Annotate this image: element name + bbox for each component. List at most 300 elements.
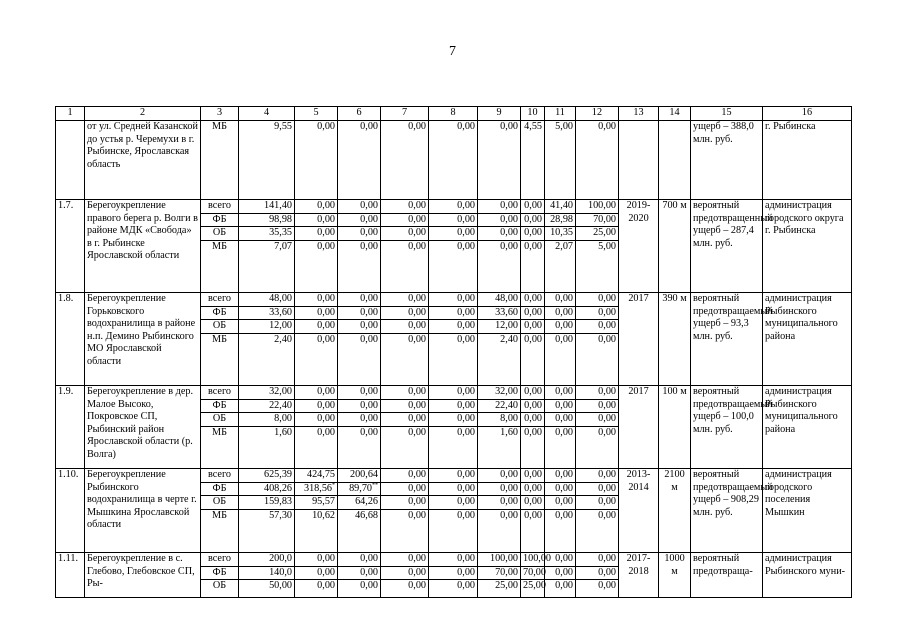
amount-value <box>295 427 337 440</box>
table-row <box>56 553 852 598</box>
amount-number: 0,00 <box>500 227 518 239</box>
amount-number: 0,00 <box>457 213 475 225</box>
amount-value <box>478 200 520 214</box>
implementation-years: 2013-2014 <box>619 469 659 553</box>
amount-number: 0,00 <box>500 469 518 480</box>
amount-number: 0,00 <box>555 386 573 397</box>
amount-number: 0,00 <box>555 306 573 318</box>
amount-value <box>239 469 294 483</box>
amount-number: 8,00 <box>500 413 518 425</box>
column-number-7: 7 <box>381 107 429 121</box>
amount-number: 12,00 <box>495 320 518 332</box>
amount-value <box>429 510 477 523</box>
amount-cell <box>429 121 478 200</box>
amount-cell <box>295 121 338 200</box>
amount-number: 0,00 <box>317 580 335 592</box>
amount-value <box>295 469 337 483</box>
amount-cell <box>338 293 381 386</box>
amount-number: 0,00 <box>360 240 378 252</box>
amount-value <box>295 386 337 400</box>
column-number-4: 4 <box>239 107 295 121</box>
amount-value <box>338 469 380 483</box>
funding-source: ОБ <box>201 413 238 427</box>
amount-number: 0,00 <box>360 320 378 332</box>
length-value <box>659 121 691 200</box>
amount-cell <box>381 200 429 293</box>
amount-value <box>545 121 575 134</box>
amount-number: 0,00 <box>524 293 542 304</box>
amount-cell <box>478 553 521 598</box>
amount-cell <box>295 469 338 553</box>
amount-value <box>338 241 380 254</box>
amount-number: 200,0 <box>269 553 292 564</box>
amount-number: 0,00 <box>317 426 335 438</box>
length-value: 700 м <box>659 200 691 293</box>
amount-number: 25,00 <box>523 580 546 592</box>
amount-number: 0,00 <box>408 333 426 345</box>
item-number: 1.7. <box>56 200 85 293</box>
amount-value <box>521 400 544 414</box>
amount-value <box>545 214 575 228</box>
amount-number: 0,00 <box>408 320 426 332</box>
column-number-13: 13 <box>619 107 659 121</box>
amount-number: 70,00 <box>495 566 518 578</box>
item-name: Берегоукрепление Горьковского водохранилища в районе н.п. Демино Рыбинского МО Ярославской области <box>85 293 201 386</box>
amount-number: 4,55 <box>524 121 542 132</box>
amount-value <box>381 553 428 567</box>
amount-value <box>576 553 618 567</box>
amount-number: 0,00 <box>457 227 475 239</box>
amount-value <box>338 334 380 347</box>
amount-number: 10,62 <box>312 509 335 521</box>
amount-number: 0,00 <box>457 553 475 564</box>
length-value: 390 м <box>659 293 691 386</box>
amount-number: 0,00 <box>598 469 616 480</box>
column-number-11: 11 <box>545 107 576 121</box>
amount-value <box>576 320 618 334</box>
amount-value <box>295 121 337 134</box>
amount-number: 0,00 <box>524 240 542 252</box>
amount-value <box>521 214 544 228</box>
amount-value <box>545 469 575 483</box>
amount-value <box>478 427 520 440</box>
amount-number: 5,00 <box>555 121 573 132</box>
amount-value <box>429 469 477 483</box>
amount-value <box>338 567 380 581</box>
amount-value <box>239 427 294 440</box>
amount-number: 70,00 <box>523 566 546 578</box>
amount-value <box>338 553 380 567</box>
amount-value <box>478 227 520 241</box>
amount-number: 0,00 <box>408 240 426 252</box>
amount-value <box>576 293 618 307</box>
amount-value <box>478 567 520 581</box>
amount-value <box>545 567 575 581</box>
amount-value <box>295 320 337 334</box>
amount-number: 0,00 <box>360 426 378 438</box>
amount-value <box>545 413 575 427</box>
amount-number: 0,00 <box>360 386 378 397</box>
amount-value <box>381 567 428 581</box>
responsible-executor: администрация Рыбинского муниципального района <box>763 386 852 469</box>
amount-value <box>429 241 477 254</box>
footnote-mark: ** <box>372 482 378 489</box>
amount-value <box>381 320 428 334</box>
amount-value <box>576 496 618 510</box>
funding-source: МБ <box>212 240 227 252</box>
funding-source: ФБ <box>201 307 238 321</box>
amount-number: 0,00 <box>598 482 616 494</box>
column-number-9: 9 <box>478 107 521 121</box>
amount-number: 0,00 <box>317 121 335 132</box>
amount-number: 28,98 <box>550 213 573 225</box>
amount-value <box>239 567 294 581</box>
amount-value <box>576 510 618 523</box>
amount-value <box>381 293 428 307</box>
funding-source: ФБ <box>201 214 238 228</box>
amount-number: 0,00 <box>524 306 542 318</box>
amount-cell <box>295 553 338 598</box>
amount-cell <box>239 200 295 293</box>
amount-number: 0,00 <box>598 580 616 592</box>
amount-cell <box>576 553 619 598</box>
amount-number: 0,00 <box>524 320 542 332</box>
amount-cell <box>338 469 381 553</box>
amount-value <box>521 567 544 581</box>
amount-cell <box>478 200 521 293</box>
amount-value <box>295 293 337 307</box>
amount-value <box>381 334 428 347</box>
amount-value <box>478 386 520 400</box>
amount-cell <box>239 553 295 598</box>
item-name: от ул. Средней Казанской до устья р. Черемухи в г. Рыбинске, Ярославская область <box>85 121 201 200</box>
item-number: 1.8. <box>56 293 85 386</box>
amount-value <box>429 553 477 567</box>
amount-value <box>545 334 575 347</box>
amount-number: 100,00 <box>587 200 616 211</box>
amount-number: 0,00 <box>408 413 426 425</box>
amount-number: 0,00 <box>408 399 426 411</box>
amount-value <box>295 483 337 497</box>
amount-number: 0,00 <box>317 213 335 225</box>
amount-number: 0,00 <box>457 200 475 211</box>
amount-value <box>381 510 428 523</box>
amount-number: 0,00 <box>500 200 518 211</box>
funding-source: всего <box>201 469 238 483</box>
amount-number: 0,00 <box>457 240 475 252</box>
amount-number: 0,00 <box>524 469 542 480</box>
amount-number: 32,00 <box>495 386 518 397</box>
amount-value <box>478 121 520 134</box>
amount-value <box>381 496 428 510</box>
funding-source: ФБ <box>201 400 238 414</box>
amount-number: 0,00 <box>360 553 378 564</box>
amount-cell <box>545 469 576 553</box>
amount-cell <box>381 121 429 200</box>
amount-value <box>521 413 544 427</box>
amount-number: 0,00 <box>360 200 378 211</box>
amount-cell <box>545 293 576 386</box>
funding-source: ФБ <box>201 567 238 581</box>
amount-number: 0,00 <box>598 293 616 304</box>
amount-number: 0,00 <box>555 293 573 304</box>
amount-value <box>381 121 428 134</box>
amount-number: 25,00 <box>495 580 518 592</box>
amount-cell <box>521 469 545 553</box>
amount-cell <box>429 469 478 553</box>
amount-cell <box>478 469 521 553</box>
amount-number: 100,00 <box>489 553 518 564</box>
amount-value <box>478 469 520 483</box>
amount-value <box>521 427 544 440</box>
amount-number: 424,75 <box>306 469 335 480</box>
amount-value <box>239 510 294 523</box>
amount-value <box>576 214 618 228</box>
amount-value <box>338 510 380 523</box>
amount-value <box>239 214 294 228</box>
footnote-mark: * <box>332 482 335 489</box>
amount-value <box>429 413 477 427</box>
amount-value <box>381 214 428 228</box>
amount-number: 0,00 <box>408 496 426 508</box>
amount-value <box>576 241 618 254</box>
amount-number: 33,60 <box>495 306 518 318</box>
amount-value <box>478 580 520 593</box>
amount-number: 0,00 <box>457 482 475 494</box>
amount-number: 0,00 <box>457 306 475 318</box>
amount-value <box>429 121 477 134</box>
amount-value <box>338 227 380 241</box>
amount-number: 0,00 <box>598 496 616 508</box>
amount-cell <box>429 386 478 469</box>
amount-number: 0,00 <box>598 386 616 397</box>
table-row <box>56 386 852 469</box>
amount-number: 0,00 <box>408 566 426 578</box>
amount-cell <box>521 553 552 598</box>
amount-cell <box>521 386 545 469</box>
amount-value <box>338 483 380 497</box>
amount-number: 0,00 <box>500 121 518 132</box>
amount-value <box>521 386 544 400</box>
amount-number: 0,00 <box>457 580 475 592</box>
amount-number: 1,60 <box>500 426 518 438</box>
amount-number: 22,40 <box>269 399 292 411</box>
amount-cell <box>545 200 576 293</box>
amount-value <box>381 427 428 440</box>
amount-number: 0,00 <box>598 566 616 578</box>
amount-value <box>429 496 477 510</box>
column-number-14: 14 <box>659 107 691 121</box>
amount-value <box>381 413 428 427</box>
amount-value <box>295 553 337 567</box>
amount-value <box>576 483 618 497</box>
funding-source: ОБ <box>201 320 238 334</box>
amount-cell <box>545 386 576 469</box>
amount-cell <box>295 386 338 469</box>
expected-effect: ущерб – 388,0 млн. руб. <box>691 121 763 200</box>
amount-number: 200,64 <box>349 469 378 480</box>
amount-cell <box>429 200 478 293</box>
amount-value <box>521 334 544 347</box>
amount-number: 1,60 <box>274 426 292 438</box>
amount-value <box>239 307 294 321</box>
amount-value <box>545 400 575 414</box>
amount-number: 12,00 <box>269 320 292 332</box>
amount-number: 32,00 <box>269 386 292 397</box>
column-number-8: 8 <box>429 107 478 121</box>
amount-value <box>478 214 520 228</box>
amount-number: 0,00 <box>457 426 475 438</box>
funding-source: ФБ <box>201 483 238 497</box>
amount-value <box>338 427 380 440</box>
implementation-years: 2017-2018 <box>619 553 659 598</box>
amount-number: 0,00 <box>317 293 335 304</box>
amount-number: 0,00 <box>524 496 542 508</box>
amount-number: 0,00 <box>408 306 426 318</box>
implementation-years: 2017 <box>619 386 659 469</box>
funding-source: ОБ <box>201 227 238 241</box>
amount-number: 0,00 <box>408 227 426 239</box>
amount-number: 0,00 <box>360 227 378 239</box>
amount-value <box>338 293 380 307</box>
amount-value <box>429 386 477 400</box>
amount-cell <box>295 200 338 293</box>
amount-value <box>521 121 544 134</box>
amount-value <box>338 200 380 214</box>
amount-cell <box>338 121 381 200</box>
amount-value <box>381 241 428 254</box>
amount-value <box>239 413 294 427</box>
amount-number: 0,00 <box>598 426 616 438</box>
amount-number: 0,00 <box>500 496 518 508</box>
amount-number: 0,00 <box>555 399 573 411</box>
amount-number: 0,00 <box>360 413 378 425</box>
amount-number: 0,00 <box>555 553 573 564</box>
funding-source-cell <box>201 386 239 469</box>
amount-value <box>381 469 428 483</box>
length-value: 1000 м <box>659 553 691 598</box>
amount-cell <box>429 553 478 598</box>
amount-value <box>338 580 380 593</box>
amount-number: 0,00 <box>408 121 426 132</box>
amount-value <box>521 293 544 307</box>
funding-source: МБ <box>212 509 227 521</box>
amount-value <box>239 483 294 497</box>
amount-cell <box>381 386 429 469</box>
amount-cell <box>338 386 381 469</box>
amount-cell <box>478 386 521 469</box>
amount-cell <box>521 200 545 293</box>
amount-number: 0,00 <box>524 213 542 225</box>
amount-number: 0,00 <box>524 426 542 438</box>
amount-number: 0,00 <box>598 121 616 132</box>
amount-value <box>295 400 337 414</box>
amount-number: 0,00 <box>555 482 573 494</box>
amount-number: 0,00 <box>317 399 335 411</box>
amount-value <box>381 227 428 241</box>
amount-value <box>295 496 337 510</box>
amount-cell <box>576 200 619 293</box>
amount-value <box>429 293 477 307</box>
amount-number: 0,00 <box>457 293 475 304</box>
amount-number: 2,07 <box>555 240 573 252</box>
amount-number: 0,00 <box>555 333 573 345</box>
funding-source-cell <box>201 121 239 200</box>
amount-value <box>381 580 428 593</box>
amount-number: 625,39 <box>263 469 292 480</box>
item-name: Берегоукрепление Рыбинского водохранилища в черте г. Мышкина Ярославской области <box>85 469 201 553</box>
amount-value <box>478 413 520 427</box>
column-number-5: 5 <box>295 107 338 121</box>
amount-number: 0,00 <box>457 496 475 508</box>
amount-number: 0,00 <box>524 509 542 521</box>
amount-number: 0,00 <box>457 386 475 397</box>
amount-number: 2,40 <box>274 333 292 345</box>
amount-number: 0,00 <box>360 121 378 132</box>
column-number-2: 2 <box>85 107 201 121</box>
funding-source: МБ <box>212 426 227 438</box>
amount-value <box>429 200 477 214</box>
amount-number: 0,00 <box>317 200 335 211</box>
amount-value <box>295 227 337 241</box>
amount-number: 0,00 <box>317 413 335 425</box>
amount-number: 0,00 <box>524 482 542 494</box>
item-number: 1.9. <box>56 386 85 469</box>
funding-source: всего <box>201 293 238 307</box>
amount-cell <box>239 469 295 553</box>
amount-value <box>295 567 337 581</box>
amount-value <box>576 400 618 414</box>
amount-number: 0,00 <box>408 426 426 438</box>
column-number-15: 15 <box>691 107 763 121</box>
amount-number: 0,00 <box>457 333 475 345</box>
amount-value <box>545 241 575 254</box>
amount-number: 0,00 <box>317 553 335 564</box>
amount-value <box>545 320 575 334</box>
amount-value <box>521 469 544 483</box>
amount-number: 0,00 <box>408 293 426 304</box>
amount-value <box>381 307 428 321</box>
amount-value <box>576 427 618 440</box>
program-table <box>55 106 852 598</box>
amount-cell <box>239 293 295 386</box>
expected-effect: вероятный предотвращаемый ущерб – 100,0 млн. руб. <box>691 386 763 469</box>
amount-value <box>429 400 477 414</box>
amount-number: 100,00 <box>523 553 552 564</box>
amount-value <box>295 307 337 321</box>
funding-source: ОБ <box>201 496 238 510</box>
amount-number: 0,00 <box>524 399 542 411</box>
amount-value <box>521 496 544 510</box>
implementation-years <box>619 121 659 200</box>
amount-number: 0,00 <box>555 509 573 521</box>
amount-value <box>576 307 618 321</box>
amount-number: 0,00 <box>524 386 542 397</box>
amount-value <box>239 241 294 254</box>
amount-cell <box>429 293 478 386</box>
table-row <box>56 200 852 293</box>
responsible-executor: администрация Рыбинского муни- <box>763 553 852 598</box>
amount-number: 0,00 <box>360 580 378 592</box>
amount-value <box>545 200 575 214</box>
implementation-years: 2017 <box>619 293 659 386</box>
amount-number: 22,40 <box>495 399 518 411</box>
amount-value <box>521 510 544 523</box>
amount-value <box>429 320 477 334</box>
amount-value <box>429 567 477 581</box>
amount-value <box>295 241 337 254</box>
amount-cell <box>338 553 381 598</box>
